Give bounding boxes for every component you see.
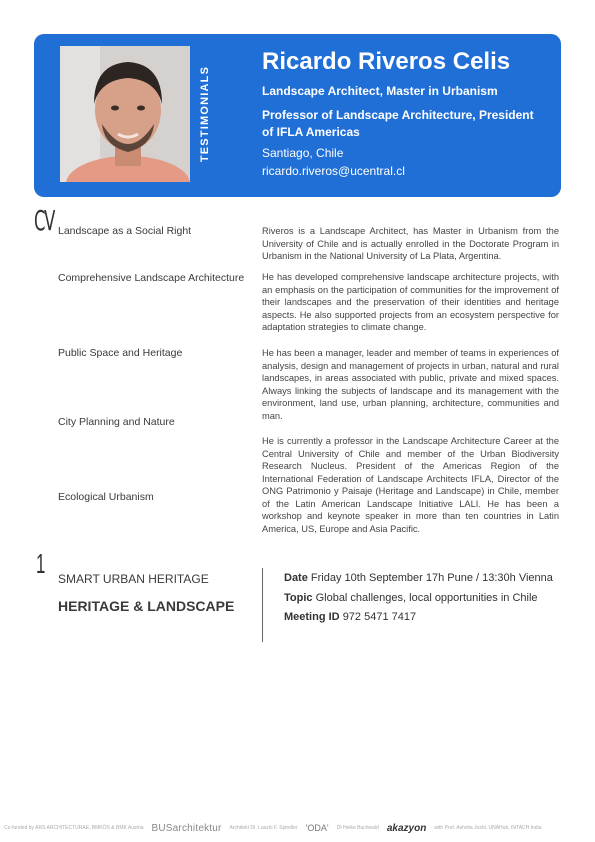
cv-paragraph: He has been a manager, leader and member of teams in experiences of analysis, design and management of projects in urban, natural and rural landscapes, in areas associated with public, private and mixed spaces. Always linking the subjects of landscape and its management with the environment, land use, urban planning, architecture, communities and man.: [262, 348, 559, 421]
profile-photo: [60, 46, 190, 182]
cv-topic: Ecological Urbanism: [58, 491, 154, 503]
email-link[interactable]: ricardo.riveros@ucentral.cl: [262, 164, 405, 178]
event-meeting: [284, 611, 416, 623]
event-date: [284, 572, 553, 584]
date-label: Date: [284, 572, 308, 584]
cv-topic: Public Space and Heritage: [58, 347, 183, 359]
date-value: Friday 10th September 17h Pune / 13:30h Vienna: [310, 572, 553, 584]
divider: [262, 568, 263, 642]
cv-paragraph: Riveros is a Landscape Architect, has Master in Urbanism from the University of Chile and is actually enrolled in the Doctorate Program in Urbanism in the National University of La Plata, Argentina.: [262, 226, 559, 261]
footer-architect: Architekt DI. Laszlo F. Spindler: [229, 825, 298, 831]
footer-funded: Co-funded by ARS ARCHITECTURAE, BMKÖS & BMK Austria: [4, 825, 144, 831]
topic-label: Topic: [284, 592, 313, 604]
meeting-label: Meeting ID: [284, 611, 340, 623]
profile-header: [34, 34, 561, 197]
footer-engineer: DI Heike Buchwald: [336, 825, 379, 831]
event-kicker: SMART URBAN HERITAGE: [58, 572, 209, 586]
person-name: Ricardo Riveros Celis: [262, 48, 511, 75]
cv-topic: City Planning and Nature: [58, 416, 175, 428]
role-line: Professor of Landscape Architecture, President of IFLA Americas: [262, 108, 534, 139]
oda-logo: 'ODA': [305, 823, 329, 833]
event-topic: [284, 592, 538, 604]
footer-with: with Prof. Ashvita Joshi, UNAHub, INTACH India: [434, 825, 542, 831]
cv-topic: Comprehensive Landscape Architecture: [58, 272, 245, 284]
topic-value: Global challenges, local opportunities in Chile: [315, 592, 538, 604]
title-line: Landscape Architect, Master in Urbanism: [262, 84, 498, 98]
event-number: 1: [36, 548, 46, 579]
cv-topic: Landscape as a Social Right: [58, 225, 192, 237]
section-label-text: TESTIMONIALS: [199, 65, 212, 163]
bu-architektur-logo: BUSarchitektur: [151, 822, 222, 834]
akazyon-logo: akazyon: [386, 822, 427, 834]
location: Santiago, Chile: [262, 146, 344, 160]
footer-credits: [0, 818, 595, 838]
cv-marker: CV: [34, 204, 55, 237]
cv-paragraph: He is currently a professor in the Landscape Architecture Career at the Central University of Chile and member of the Urban Biodiversity Research Nucleus. President of the Americas Region of the International Federation of Landscape Architects IFLA, Director of the ONG Patrimonio y Paisaje (Heritage and Landscape) in Chile, member of the Latin American Landscape Initiative LALI. He has been a workshop and keynote speaker in more than ten countries in Latin America, US, Europe and Asia Pacific.: [262, 436, 559, 534]
meeting-value[interactable]: 972 5471 7417: [342, 611, 417, 623]
event-title: HERITAGE & LANDSCAPE: [58, 598, 235, 614]
cv-paragraph: He has developed comprehensive landscape architecture projects, with an emphasis on the participation of communities for the improvement of their landscapes and the preservation of their identities and heritage aspects. He also supported projects from an ecosystem perspective for adaptation strategies to climate change.: [262, 272, 559, 332]
section-label: [194, 46, 216, 182]
